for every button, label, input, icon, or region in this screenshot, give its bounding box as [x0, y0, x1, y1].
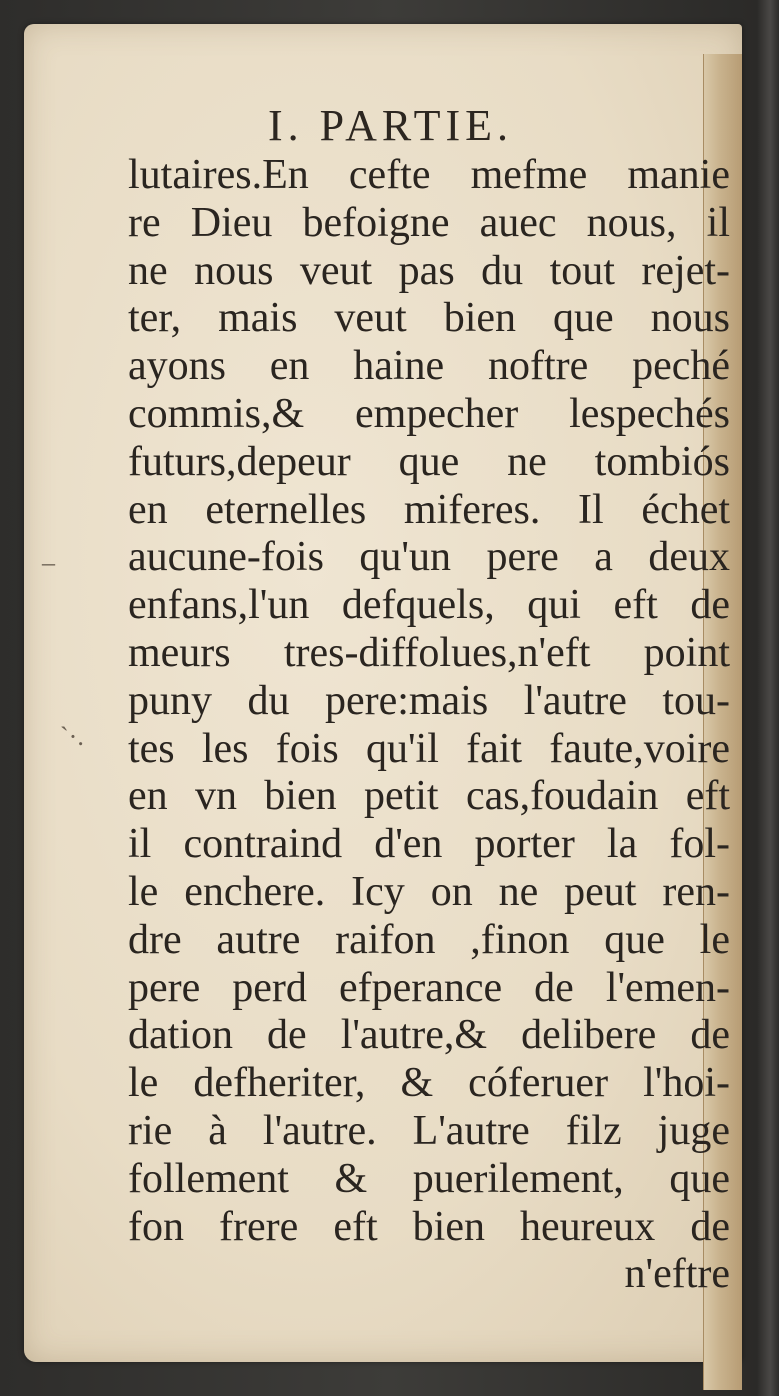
body-text [128, 152, 730, 1299]
margin-mark: – [42, 548, 55, 577]
text-line: dation de l'autre,& delibere de [128, 1012, 730, 1059]
text-line: enfans,l'un defquels, qui eft de [128, 582, 730, 629]
text-line: aucune-fois qu'un pere a deux [128, 534, 730, 581]
text-line: il contraind d'en porter la fol- [128, 821, 730, 868]
text-line: pere perd efperance de l'emen- [128, 964, 730, 1011]
text-line: lutaires.En cefte mefme manie [128, 152, 730, 198]
text-line: dre autre raifon ,finon que le [128, 916, 730, 963]
text-line: re Dieu befoigne auec nous, il [128, 199, 730, 246]
text-line: rie à l'autre. L'autre filz juge [128, 1107, 730, 1154]
text-line: ter, mais veut bien que nous [128, 295, 730, 342]
text-line: ayons en haine noftre peché [128, 343, 730, 390]
text-line: follement & puerilement, que [128, 1155, 730, 1202]
text-line: le enchere. Icy on ne peut ren- [128, 868, 730, 915]
catchword: n'eftre [624, 1251, 730, 1298]
book-spine [757, 0, 779, 1396]
text-line: fon frere eft bien heureux de [128, 1203, 730, 1250]
margin-mark: `·. [60, 722, 84, 751]
text-line: en vn bien petit cas,foudain eft [128, 773, 730, 820]
text-line: commis,& empecher lespechés [128, 390, 730, 437]
text-line: le defheriter, & cóferuer l'hoi- [128, 1060, 730, 1107]
text-line: ne nous veut pas du tout rejet- [128, 247, 730, 294]
text-line: meurs tres-diffolues,n'eft point [128, 629, 730, 676]
text-line: tes les fois qu'il fait faute,voire [128, 725, 730, 772]
running-head: I. PARTIE. [268, 101, 513, 150]
text-line: en eternelles miferes. Il échet [128, 486, 730, 533]
text-line: puny du pere:mais l'autre tou- [128, 677, 730, 724]
text-line: futurs,depeur que ne tombiós [128, 438, 730, 485]
